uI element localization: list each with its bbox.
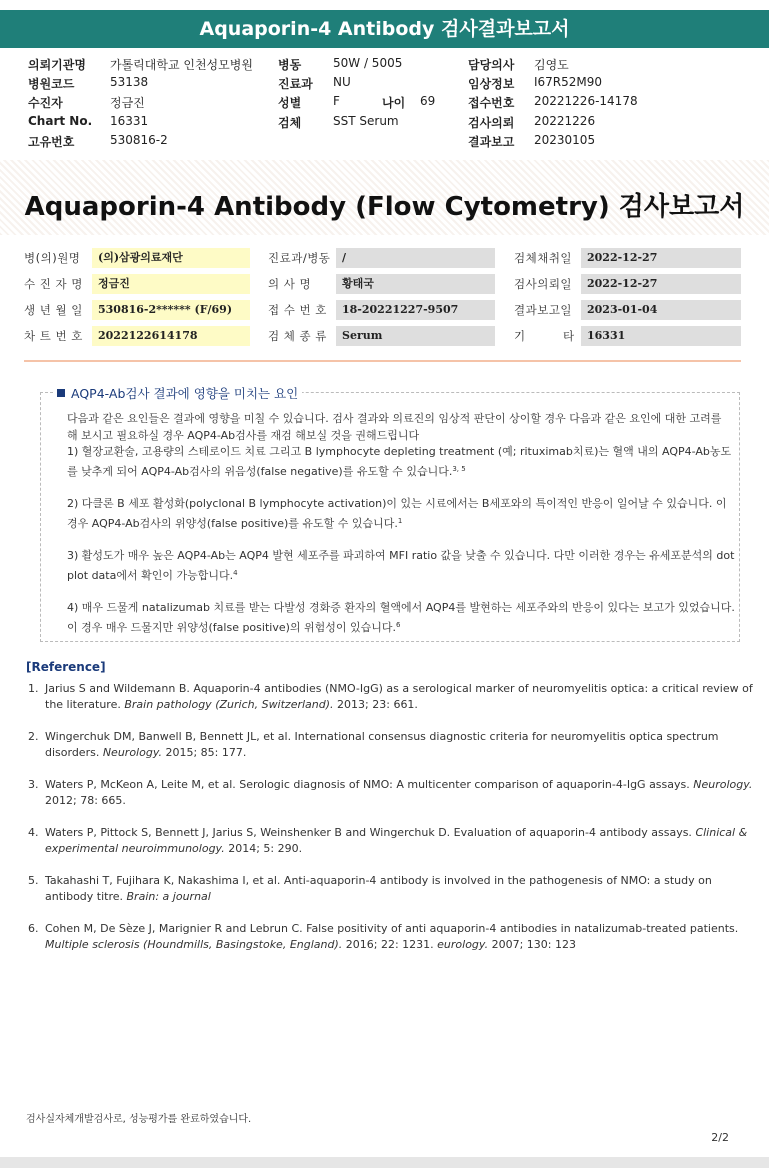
factor-item-3-sup: 4 — [233, 568, 238, 577]
report-title-band — [0, 160, 769, 235]
receipt-value: 20221226-14178 — [534, 94, 638, 108]
info-patient-value: 정금진 — [92, 274, 250, 294]
info-specimen-value: Serum — [336, 326, 495, 346]
info-receipt-label: 접 수 번 호 — [268, 303, 327, 317]
request-label: 검사의뢰 — [468, 116, 515, 130]
dept-value: NU — [333, 75, 351, 89]
info-collect-value: 2022-12-27 — [581, 248, 741, 268]
reference-journal: Brain pathology (Zurich, Switzerland). — [124, 698, 334, 711]
info-etc-label: 기 타 — [514, 329, 575, 343]
factors-box — [40, 386, 740, 642]
patient-value: 정금진 — [110, 96, 145, 110]
info-chart-value: 2022122614178 — [92, 326, 250, 346]
reference-cite-2: 2007; 130: 123 — [488, 938, 576, 951]
reference-item — [28, 921, 762, 953]
request-value: 20221226 — [534, 114, 596, 128]
reference-cite: 2013; 23: 661. — [333, 698, 418, 711]
footnote: 검사실자체개발검사로, 성능평가를 완료하였습니다. — [26, 1114, 252, 1125]
factor-item-2-sup: 1 — [397, 516, 403, 525]
factor-item-1-sup: 3, 5 — [452, 464, 466, 473]
factors-intro: 다음과 같은 요인들은 결과에 영향을 미칠 수 있습니다. 검사 결과와 의료진의 임상적 판단이 상이할 경우 다음과 같은 요인에 대한 고려를 해 보시고 필요하실 경우 AQP4-Ab검사를 재검 해보실 것을 권해드립니다 — [67, 412, 722, 442]
hospital-code-label: 병원코드 — [28, 77, 75, 91]
reference-item — [28, 729, 762, 761]
factor-item-2: 2) 다클론 B 세포 활성화(polyclonal B lymphocyte activation)이 있는 시료에서는 B세포와의 특이적인 반응이 일어날 수 있습니다. 이 경우 AQP4-Ab검사의 위양성(false positive)를 유도할 수 있습니다. — [67, 497, 727, 530]
info-collect-label: 검체채취일 — [514, 251, 573, 265]
reference-text: Cohen M, De Sèze J, Marignier R and Lebrun C. False positivity of anti aquaporin-4 antibodies in natalizumab-treated patients. — [45, 922, 739, 935]
reference-journal: Clinical & experimental neuroimmunology. — [45, 826, 748, 855]
info-doctor-value: 황태국 — [336, 274, 495, 294]
info-chart-label: 차 트 번 호 — [24, 329, 83, 343]
reference-text: Jarius S and Wildemann B. Aquaporin-4 antibodies (NMO-IgG) as a serological marker of neuromyelitis optica: a critical review of the literature. — [45, 682, 753, 711]
report-title: Aquaporin-4 Antibody (Flow Cytometry) 검사보고서 — [24, 192, 745, 222]
reference-number: 5. — [28, 874, 39, 887]
reference-text: Takahashi T, Fujihara K, Nakashima I, et al. Anti-aquaporin-4 antibody is involved in the pathogenesis of NMO: a study on antibody titre. — [45, 874, 712, 903]
info-specimen-label: 검 체 종 류 — [268, 329, 327, 343]
unique-label: 고유번호 — [28, 135, 75, 149]
unique-value: 530816-2 — [110, 133, 168, 147]
reference-cite: 2014; 5: 290. — [224, 842, 303, 855]
reference-number: 4. — [28, 826, 39, 839]
report-banner-title: Aquaporin-4 Antibody 검사결과보고서 — [0, 10, 769, 48]
sex-value: F — [333, 94, 340, 108]
reference-journal-2: eurology. — [437, 938, 489, 951]
bullet-square-icon — [57, 389, 65, 397]
factor-item-4-sup: 6 — [396, 620, 401, 629]
info-receipt-value: 18-20221227-9507 — [336, 300, 495, 320]
reference-cite: 2012; 78: 665. — [45, 794, 126, 807]
info-report-label: 결과보고일 — [514, 303, 573, 317]
reference-text: Waters P, Pittock S, Bennett J, Jarius S, Weinshenker B and Wingerchuk D. Evaluation of aquaporin-4 antibody assays. — [45, 826, 696, 839]
info-hospital-label: 병(의)원명 — [24, 251, 81, 265]
reference-cite: 2015; 85: 177. — [161, 746, 247, 759]
factors-text — [67, 411, 735, 652]
reference-journal: Brain: a journal — [126, 890, 211, 903]
info-doctor-label: 의 사 명 — [268, 277, 312, 291]
info-dept-ward-label: 진료과/병동 — [268, 251, 331, 265]
reference-item — [28, 777, 762, 809]
dept-label: 진료과 — [278, 77, 313, 91]
reference-journal: Multiple sclerosis (Houndmills, Basingstoke, England). — [45, 938, 343, 951]
reference-cite: 2016; 22: 1231. — [342, 938, 438, 951]
reference-item — [28, 681, 762, 713]
reference-journal: Neurology. — [102, 746, 162, 759]
hospital-code-value: 53138 — [110, 75, 149, 89]
bottom-bar — [0, 1157, 769, 1168]
reference-item — [28, 825, 762, 857]
specimen-value: SST Serum — [333, 114, 399, 128]
factors-title-text: AQP4-Ab검사 결과에 영향을 미치는 요인 — [71, 386, 299, 401]
age-label: 나이 — [382, 96, 406, 110]
factor-item-4: 4) 매우 드물게 natalizumab 치료를 받는 다발성 경화증 환자의 혈액에서 AQP4를 발현하는 세포주와의 반응이 있다는 보고가 있었습니다. 이 경우 매우 드물지만 위양성(false positive)의 위험성이 있습니다. — [67, 601, 735, 634]
reference-heading: [Reference] — [26, 660, 106, 674]
section-divider — [24, 360, 741, 362]
request-header — [0, 56, 769, 152]
patient-info-grid — [0, 246, 769, 358]
ward-value: 50W / 5005 — [333, 56, 403, 70]
info-request-label: 검사의뢰일 — [514, 277, 573, 291]
reference-number: 3. — [28, 778, 39, 791]
doctor-value: 김영도 — [534, 58, 569, 72]
info-etc-value: 16331 — [581, 326, 741, 346]
chart-label: Chart No. — [28, 114, 93, 128]
info-request-value: 2022-12-27 — [581, 274, 741, 294]
patient-label: 수진자 — [28, 96, 63, 110]
clinical-label: 임상정보 — [468, 77, 515, 91]
info-birth-label: 생 년 월 일 — [24, 303, 83, 317]
reference-list — [28, 681, 762, 969]
factor-item-1: 1) 혈장교환술, 고용량의 스테로이드 치료 그리고 B lymphocyte depleting treatment (예; rituximab치료)는 혈액 내의 AQP4-Ab농도를 낮추게 되어 AQP4-Ab검사의 위음성(false negative)를 유도할 수 있습니다. — [67, 445, 732, 478]
reference-text: Wingerchuk DM, Banwell B, Bennett JL, et al. International consensus diagnostic criteria for neuromyelitis optica spectrum disorders. — [45, 730, 719, 759]
info-dept-ward-value: / — [336, 248, 495, 268]
specimen-label: 검체 — [278, 116, 302, 130]
reference-number: 1. — [28, 682, 39, 695]
reference-text: Waters P, McKeon A, Leite M, et al. Serologic diagnosis of NMO: A multicenter comparison of aquaporin-4-IgG assays. — [45, 778, 694, 791]
report-date-label: 결과보고 — [468, 135, 515, 149]
age-value: 69 — [420, 94, 436, 108]
info-hospital-value: (의)삼광의료재단 — [92, 248, 250, 268]
ward-label: 병동 — [278, 58, 302, 72]
receipt-label: 접수번호 — [468, 96, 515, 110]
factor-item-3: 3) 활성도가 매우 높은 AQP4-Ab는 AQP4 발현 세포주를 파괴하여 MFI ratio 값을 낮출 수 있습니다. 다만 이러한 경우는 유세포분석의 dot plot data에서 확인이 가능합니다. — [67, 549, 735, 582]
sex-label: 성별 — [278, 96, 302, 110]
report-date-value: 20230105 — [534, 133, 596, 147]
chart-value: 16331 — [110, 114, 149, 128]
info-patient-label: 수 진 자 명 — [24, 277, 83, 291]
info-birth-value: 530816-2****** (F/69) — [92, 300, 250, 320]
institution-label: 의뢰기관명 — [28, 58, 86, 72]
factors-title — [53, 384, 302, 402]
clinical-value: I67R52M90 — [534, 75, 603, 89]
page-number: 2/2 — [711, 1131, 729, 1144]
reference-number: 6. — [28, 922, 39, 935]
reference-number: 2. — [28, 730, 39, 743]
info-report-value: 2023-01-04 — [581, 300, 741, 320]
reference-item — [28, 873, 762, 905]
reference-journal: Neurology. — [693, 778, 753, 791]
institution-value: 가톨릭대학교 인천성모병원 — [110, 58, 253, 72]
doctor-label: 담당의사 — [468, 58, 515, 72]
